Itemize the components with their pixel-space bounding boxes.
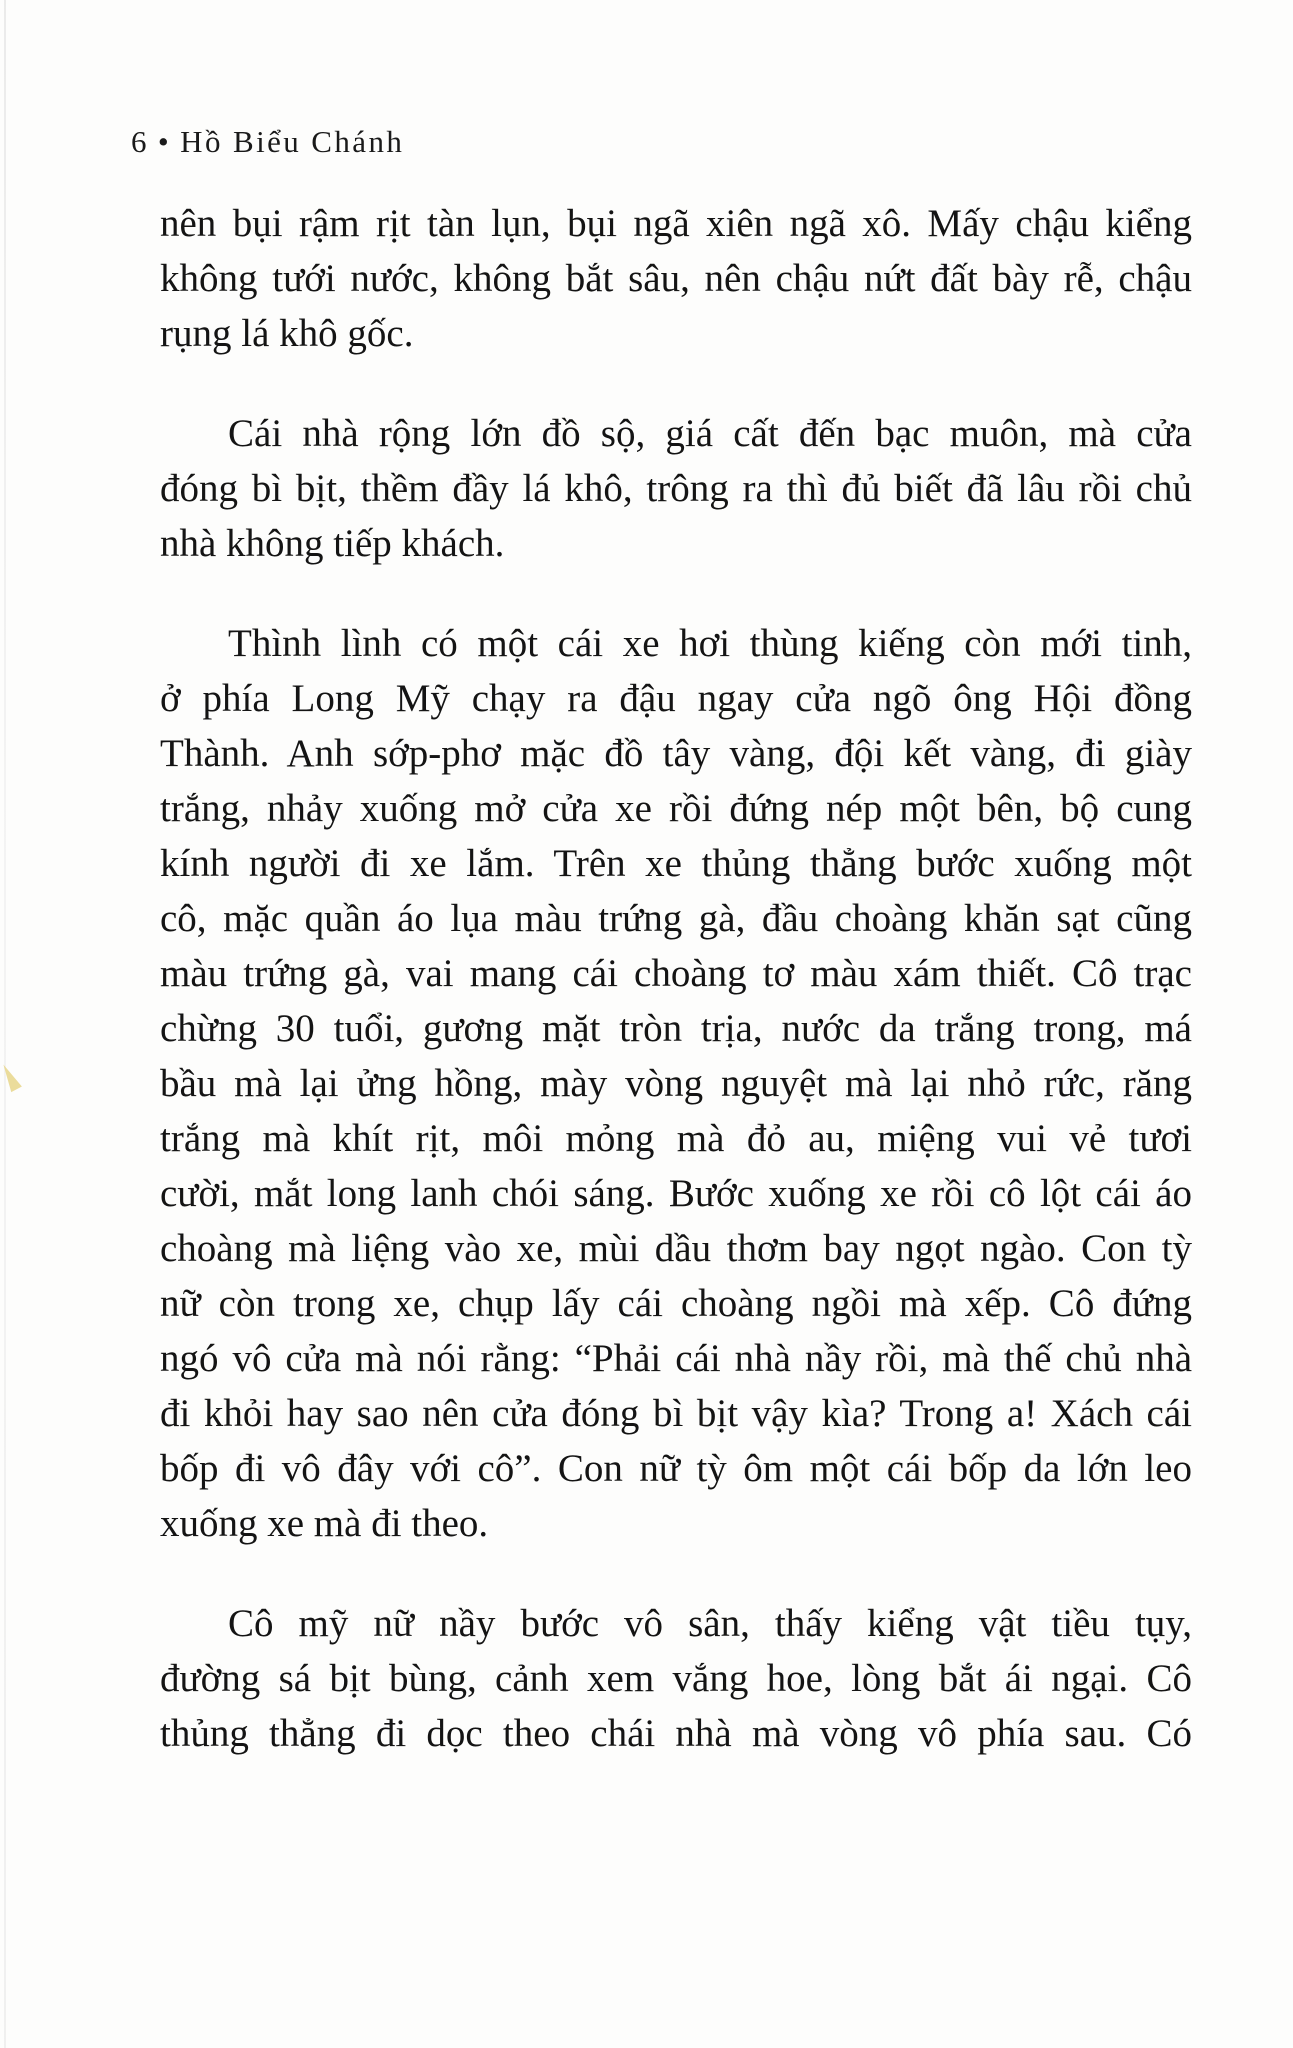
text-line: thủng thẳng đi dọc theo chái nhà mà vòng vô phía sau. Có	[160, 1712, 1192, 1755]
text-line: nhà không tiếp khách.	[160, 522, 505, 565]
text-line: trắng mà khít rịt, môi mỏng mà đỏ au, miệng vui vẻ tươi	[160, 1117, 1192, 1160]
text-line: không tưới nước, không bắt sâu, nên chậu nứt đất bày rễ, chậu	[160, 257, 1192, 300]
running-head	[131, 124, 404, 160]
text-line: Cô mỹ nữ nầy bước vô sân, thấy kiểng vật tiều tụy,	[228, 1602, 1192, 1645]
text-line: đóng bì bịt, thềm đầy lá khô, trông ra thì đủ biết đã lâu rồi chủ	[160, 467, 1192, 510]
page-gutter-edge	[4, 0, 6, 2048]
text-line: bầu mà lại ửng hồng, mày vòng nguyệt mà lại nhỏ rức, răng	[160, 1062, 1192, 1105]
text-line: ở phía Long Mỹ chạy ra đậu ngay cửa ngõ ông Hội đồng	[160, 677, 1192, 720]
text-line: Thình lình có một cái xe hơi thùng kiếng còn mới tinh,	[228, 622, 1192, 665]
text-line: trắng, nhảy xuống mở cửa xe rồi đứng nép một bên, bộ cung	[160, 787, 1192, 830]
text-line: Cái nhà rộng lớn đồ sộ, giá cất đến bạc muôn, mà cửa	[228, 412, 1192, 455]
paragraph-2	[160, 406, 1192, 571]
text-line: xuống xe mà đi theo.	[160, 1502, 489, 1545]
page-number: 6	[131, 124, 149, 159]
text-line: đi khỏi hay sao nên cửa đóng bì bịt vậy kìa? Trong a! Xách cái	[160, 1392, 1192, 1435]
paragraph-1	[160, 196, 1192, 361]
text-line: đường sá bịt bùng, cảnh xem vắng hoe, lòng bắt ái ngại. Cô	[160, 1657, 1192, 1700]
text-line: choàng mà liệng vào xe, mùi dầu thơm bay ngọt ngào. Con tỳ	[160, 1227, 1192, 1270]
text-line: cô, mặc quần áo lụa màu trứng gà, đầu choàng khăn sạt cũng	[160, 897, 1192, 940]
text-line: ngó vô cửa mà nói rằng: “Phải cái nhà nầy rồi, mà thế chủ nhà	[160, 1337, 1192, 1380]
text-line: rụng lá khô gốc.	[160, 312, 414, 355]
text-line: Thành. Anh sớp-phơ mặc đồ tây vàng, đội kết vàng, đi giày	[160, 732, 1192, 775]
body-text	[160, 196, 1192, 1806]
text-line: chừng 30 tuổi, gương mặt tròn trịa, nước da trắng trong, má	[160, 1007, 1192, 1050]
text-line: màu trứng gà, vai mang cái choàng tơ màu xám thiết. Cô trạc	[160, 952, 1192, 995]
author-name: Hồ Biểu Chánh	[180, 124, 405, 159]
text-line: bốp đi vô đây với cô”. Con nữ tỳ ôm một cái bốp da lớn leo	[160, 1447, 1192, 1490]
text-line: cười, mắt long lanh chói sáng. Bước xuống xe rồi cô lột cái áo	[160, 1172, 1192, 1215]
separator-bullet: •	[157, 124, 172, 159]
paragraph-3	[160, 616, 1192, 1551]
text-line: kính người đi xe lắm. Trên xe thủng thẳng bước xuống một	[160, 842, 1192, 885]
text-line: nữ còn trong xe, chụp lấy cái choàng ngồi mà xếp. Cô đứng	[160, 1282, 1192, 1325]
paragraph-4	[160, 1596, 1192, 1761]
text-line: nên bụi rậm rịt tàn lụn, bụi ngã xiên ngã xô. Mấy chậu kiểng	[160, 202, 1192, 245]
